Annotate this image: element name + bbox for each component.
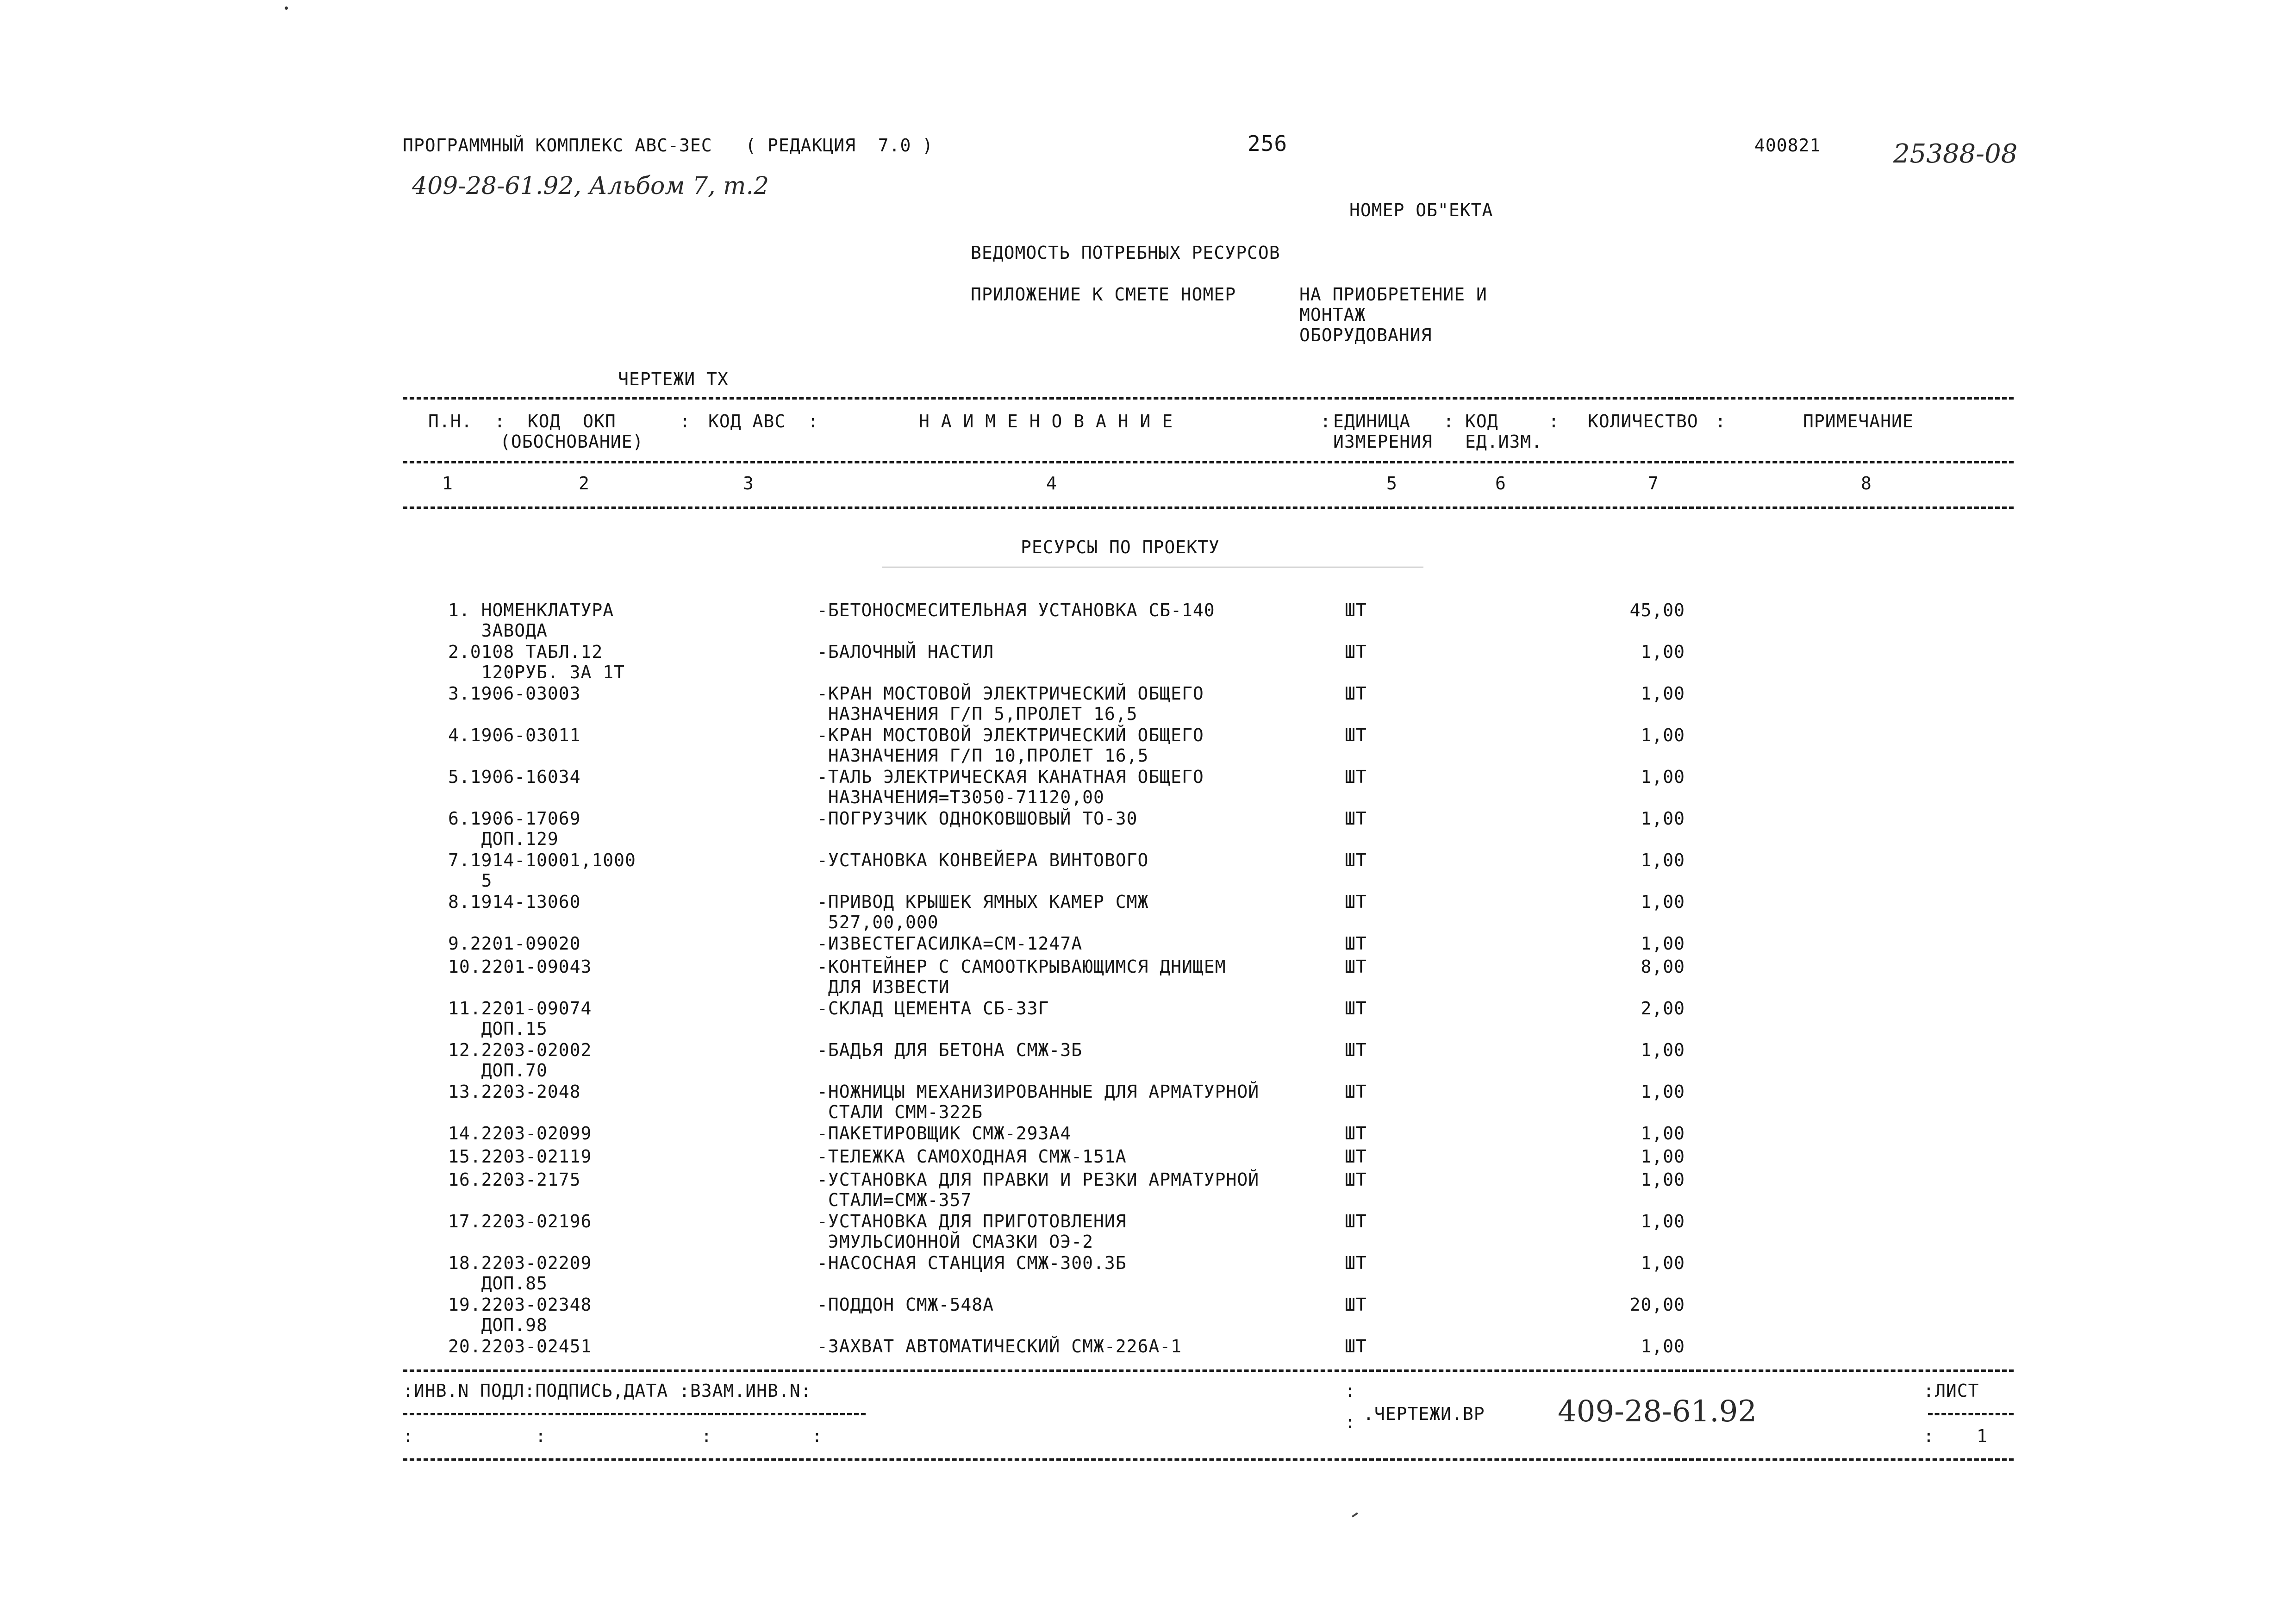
col-header-qty: КОЛИЧЕСТВО [1588,411,1698,431]
row-name: -УСТАНОВКА ДЛЯ ПРИГОТОВЛЕНИЯ ЭМУЛЬСИОННОЙ СМАЗКИ ОЭ-2 [817,1211,1127,1252]
footer-signature-cells: : : : : [403,1426,823,1446]
col-header-name: Н А И М Е Н О В А Н И Е [919,411,1173,431]
table-row [0,1294,2296,1336]
drawings-label: ЧЕРТЕЖИ ТХ [618,369,729,389]
row-unit: ШТ [1345,808,1367,829]
row-name: -УСТАНОВКА КОНВЕЙЕРА ВИНТОВОГО [817,850,1149,870]
row-code: 20.2203-02451 [448,1336,592,1357]
col-number: 3 [743,473,754,494]
table-row [0,1169,2296,1211]
program-title: ПРОГРАММНЫЙ КОМПЛЕКС АВС-3ЕС ( РЕДАКЦИЯ 7.0 ) [403,135,934,156]
page-number: 256 [1248,131,1288,156]
row-code: 13.2203-2048 [448,1082,581,1102]
document-title: ВЕДОМОСТЬ ПОТРЕБНЫХ РЕСУРСОВ [971,243,1280,263]
sheet-mid-rule [1928,1413,2014,1415]
row-quantity: 1,00 [1641,808,1685,829]
col-header-unitcode: КОД ЕД.ИЗМ. [1465,411,1543,452]
section-title: РЕСУРСЫ ПО ПРОЕКТУ [1021,537,1220,557]
sheet-separator: : [1923,1381,1934,1401]
row-name: -УСТАНОВКА ДЛЯ ПРАВКИ И РЕЗКИ АРМАТУРНОЙ СТАЛИ=СМЖ-357 [817,1169,1260,1210]
row-quantity: 20,00 [1629,1294,1685,1315]
row-name: -БАДЬЯ ДЛЯ БЕТОНА СМЖ-3Б [817,1040,1083,1060]
object-number-label: НОМЕР ОБ"ЕКТА [1349,200,1493,220]
row-name: -КРАН МОСТОВОЙ ЭЛЕКТРИЧЕСКИЙ ОБЩЕГО НАЗНАЧЕНИЯ Г/П 5,ПРОЛЕТ 16,5 [817,683,1204,724]
header-mid-rule [403,461,2014,463]
table-row [0,683,2296,725]
col-number: 4 [1046,473,1057,494]
row-quantity: 1,00 [1641,850,1685,870]
col-header-pn: П.Н. [428,411,473,431]
row-quantity: 1,00 [1641,1082,1685,1102]
row-quantity: 45,00 [1629,600,1685,620]
row-code: 8.1914-13060 [448,892,581,912]
table-row [0,600,2296,642]
header-bottom-rule [403,506,2014,509]
table-row [0,1211,2296,1253]
table-row [0,850,2296,892]
row-unit: ШТ [1345,892,1367,912]
row-code: 5.1906-16034 [448,767,581,787]
row-code: 11.2201-09074 ДОП.15 [448,998,592,1039]
row-quantity: 1,00 [1641,642,1685,662]
row-code: 6.1906-17069 ДОП.129 [448,808,581,849]
row-unit: ШТ [1345,850,1367,870]
row-name: -ПАКЕТИРОВЩИК СМЖ-293А4 [817,1123,1072,1144]
col-header-note: ПРИМЕЧАНИЕ [1803,411,1914,431]
footer-left-mid-rule [403,1413,866,1415]
row-code: 9.2201-09020 [448,933,581,954]
row-name: -НОЖНИЦЫ МЕХАНИЗИРОВАННЫЕ ДЛЯ АРМАТУРНОЙ СТАЛИ СММ-322Б [817,1082,1260,1122]
row-code: 16.2203-2175 [448,1169,581,1190]
table-row [0,957,2296,998]
row-unit: ШТ [1345,1336,1367,1357]
row-quantity: 1,00 [1641,1123,1685,1144]
row-unit: ШТ [1345,957,1367,977]
row-quantity: 1,00 [1641,1146,1685,1167]
section-underline [882,567,1423,568]
row-quantity: 2,00 [1641,998,1685,1019]
row-code: 15.2203-02119 [448,1146,592,1167]
row-quantity: 1,00 [1641,725,1685,745]
col-number: 6 [1495,473,1506,494]
row-quantity: 1,00 [1641,683,1685,704]
row-quantity: 1,00 [1641,1211,1685,1232]
appendix-label: ПРИЛОЖЕНИЕ К СМЕТЕ НОМЕР [971,284,1236,305]
col-number: 2 [579,473,590,494]
table-row [0,808,2296,850]
row-code: 2.0108 ТАБЛ.12 120РУБ. ЗА 1Т [448,642,625,682]
row-unit: ШТ [1345,767,1367,787]
row-code: 19.2203-02348 ДОП.98 [448,1294,592,1335]
sheet-number: 1 [1977,1426,1988,1446]
table-row [0,1082,2296,1123]
footer-bottom-rule [403,1458,2014,1461]
row-code: 17.2203-02196 [448,1211,592,1232]
row-name: -КОНТЕЙНЕР С САМООТКРЫВАЮЩИМСЯ ДНИЩЕМ ДЛЯ ИЗВЕСТИ [817,957,1226,997]
table-row [0,1253,2296,1294]
row-unit: ШТ [1345,642,1367,662]
header-separators: : [1443,411,1454,431]
row-name: -КРАН МОСТОВОЙ ЭЛЕКТРИЧЕСКИЙ ОБЩЕГО НАЗНАЧЕНИЯ Г/П 10,ПРОЛЕТ 16,5 [817,725,1204,766]
row-unit: ШТ [1345,1146,1367,1167]
drawing-label: .ЧЕРТЕЖИ.ВР [1363,1404,1485,1424]
row-code: 12.2203-02002 ДОП.70 [448,1040,592,1081]
row-unit: ШТ [1345,1040,1367,1060]
table-row [0,642,2296,683]
footer-signature-labels: :ИНВ.N ПОДЛ:ПОДПИСЬ,ДАТА :ВЗАМ.ИНВ.N: [403,1381,812,1401]
row-unit: ШТ [1345,1082,1367,1102]
header-top-rule [403,397,2014,400]
row-quantity: 1,00 [1641,933,1685,954]
table-row [0,725,2296,767]
scan-speck [285,6,288,10]
row-name: -БЕТОНОСМЕСИТЕЛЬНАЯ УСТАНОВКА СБ-140 [817,600,1215,620]
row-unit: ШТ [1345,1253,1367,1273]
col-header-okp: КОД ОКП (ОБОСНОВАНИЕ) [500,411,644,452]
drawing-number: 409-28-61.92 [1558,1394,1757,1429]
row-code: 4.1906-03011 [448,725,581,745]
col-header-unit: ЕДИНИЦА ИЗМЕРЕНИЯ [1333,411,1433,452]
row-name: -ПОДДОН СМЖ-548А [817,1294,994,1315]
header-separators: : [1715,411,1726,431]
sheet-separator: : [1923,1426,1934,1446]
row-unit: ШТ [1345,998,1367,1019]
col-header-abc: КОД АВС [708,411,786,431]
col-number: 1 [442,473,453,494]
row-quantity: 1,00 [1641,1040,1685,1060]
footer-top-rule [403,1369,2014,1372]
row-unit: ШТ [1345,933,1367,954]
header-separators: : [808,411,819,431]
row-code: 10.2201-09043 [448,957,592,977]
row-quantity: 1,00 [1641,1253,1685,1273]
col-number: 7 [1648,473,1659,494]
header-separators: : [1548,411,1560,431]
row-unit: ШТ [1345,600,1367,620]
table-row [0,767,2296,808]
row-unit: ШТ [1345,683,1367,704]
handwritten-album: 409-28-61.92, Альбом 7, т.2 [412,172,769,200]
row-name: -БАЛОЧНЫЙ НАСТИЛ [817,642,994,662]
row-quantity: 1,00 [1641,1169,1685,1190]
table-row [0,892,2296,933]
row-unit: ШТ [1345,725,1367,745]
row-unit: ШТ [1345,1123,1367,1144]
table-row [0,1040,2296,1082]
row-name: -ТЕЛЕЖКА САМОХОДНАЯ СМЖ-151А [817,1146,1127,1167]
row-code: 18.2203-02209 ДОП.85 [448,1253,592,1294]
row-name: -СКЛАД ЦЕМЕНТА СБ-33Г [817,998,1049,1019]
col-number: 8 [1861,473,1872,494]
document-code: 400821 [1754,135,1821,156]
row-unit: ШТ [1345,1169,1367,1190]
scan-speck [1352,1512,1358,1517]
row-name: -ИЗВЕСТЕГАСИЛКА=СМ-1247А [817,933,1083,954]
header-separators: : [680,411,691,431]
row-quantity: 8,00 [1641,957,1685,977]
row-name: -ЗАХВАТ АВТОМАТИЧЕСКИЙ СМЖ-226А-1 [817,1336,1182,1357]
col-number: 5 [1386,473,1398,494]
row-name: -ТАЛЬ ЭЛЕКТРИЧЕСКАЯ КАНАТНАЯ ОБЩЕГО НАЗНАЧЕНИЯ=Т3050-71120,00 [817,767,1204,807]
row-quantity: 1,00 [1641,1336,1685,1357]
row-name: -ПОГРУЗЧИК ОДНОКОВШОВЫЙ ТО-30 [817,808,1138,829]
header-separators: : [1320,411,1331,431]
row-name: -ПРИВОД КРЫШЕК ЯМНЫХ КАМЕР СМЖ 527,00,000 [817,892,1149,932]
row-unit: ШТ [1345,1294,1367,1315]
row-quantity: 1,00 [1641,892,1685,912]
footer-divider: : [1345,1412,1356,1432]
table-row [0,998,2296,1040]
footer-divider: : [1345,1381,1356,1401]
row-code: 14.2203-02099 [448,1123,592,1144]
row-code: 7.1914-10001,1000 5 [448,850,636,891]
handwritten-number: 25388-08 [1893,139,2018,169]
row-code: 1. НОМЕНКЛАТУРА ЗАВОДА [448,600,614,641]
sheet-label: ЛИСТ [1935,1381,1979,1401]
row-name: -НАСОСНАЯ СТАНЦИЯ СМЖ-300.3Б [817,1253,1127,1273]
appendix-purpose: НА ПРИОБРЕТЕНИЕ И МОНТАЖ ОБОРУДОВАНИЯ [1299,284,1487,345]
row-unit: ШТ [1345,1211,1367,1232]
row-code: 3.1906-03003 [448,683,581,704]
row-quantity: 1,00 [1641,767,1685,787]
header-separators: : [494,411,505,431]
